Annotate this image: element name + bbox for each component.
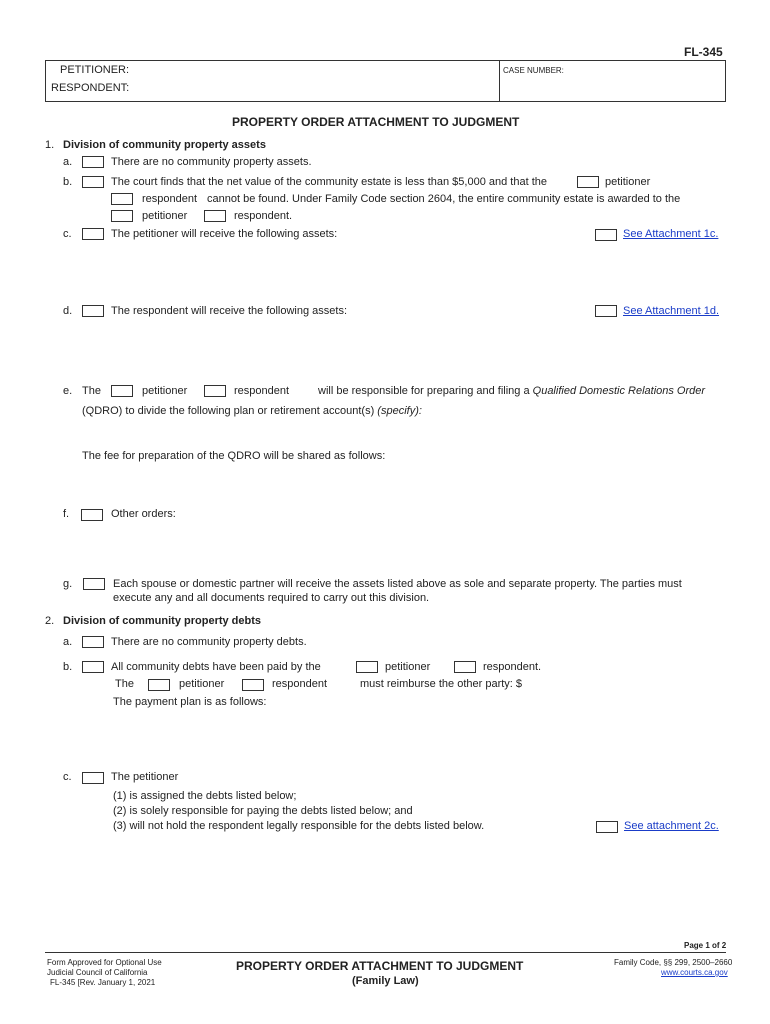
petitioner-label: PETITIONER: bbox=[60, 64, 130, 76]
caption-box bbox=[45, 60, 726, 102]
footer-rule bbox=[45, 952, 726, 953]
footer-title: PROPERTY ORDER ATTACHMENT TO JUDGMENT bbox=[236, 959, 524, 973]
page-title: PROPERTY ORDER ATTACHMENT TO JUDGMENT bbox=[232, 115, 520, 129]
s2b-respondent2-label: respondent bbox=[272, 678, 328, 690]
s1g-line2: execute any and all documents required to carry out this division. bbox=[113, 592, 430, 604]
s1d-attachment-checkbox[interactable] bbox=[595, 305, 617, 317]
form-id: FL-345 bbox=[684, 45, 723, 59]
s1b-petitioner-checkbox[interactable] bbox=[577, 176, 599, 188]
s1e-respondent-checkbox[interactable] bbox=[204, 385, 226, 397]
s1d-letter: d. bbox=[63, 305, 73, 317]
s1b-checkbox[interactable] bbox=[82, 176, 104, 188]
s1e-respondent-label: respondent bbox=[234, 385, 290, 397]
footer-left-3: FL-345 [Rev. January 1, 2021 bbox=[50, 978, 156, 987]
s2-number: 2. bbox=[45, 615, 55, 627]
s2b-reimburse: must reimburse the other party: $ bbox=[360, 678, 523, 690]
caption-divider bbox=[499, 60, 500, 102]
s2b-text: All community debts have been paid by the bbox=[111, 661, 321, 673]
s1e-text2 bbox=[82, 405, 422, 417]
s2b-checkbox[interactable] bbox=[82, 661, 104, 673]
footer-left-2: Judicial Council of California bbox=[47, 968, 148, 977]
s1b-petitioner2-label: petitioner bbox=[142, 210, 188, 222]
s2a-text: There are no community property debts. bbox=[111, 636, 307, 648]
s1e-specify: (specify): bbox=[377, 405, 422, 417]
case-number-label: CASE NUMBER: bbox=[503, 66, 564, 75]
footer-citation: Family Code, §§ 299, 2500–2660 bbox=[614, 958, 733, 967]
s1a-letter: a. bbox=[63, 156, 73, 168]
s2b-petitioner-checkbox[interactable] bbox=[356, 661, 378, 673]
s1a-text: There are no community property assets. bbox=[111, 156, 312, 168]
s2b-respondent-label: respondent. bbox=[483, 661, 542, 673]
s2c-item-3: (3) will not hold the respondent legally responsible for the debts listed below. bbox=[113, 820, 485, 832]
s2b-the: The bbox=[115, 678, 134, 690]
s1c-text: The petitioner will receive the following assets: bbox=[111, 228, 338, 240]
s2b-respondent-checkbox[interactable] bbox=[454, 661, 476, 673]
s1d-checkbox[interactable] bbox=[82, 305, 104, 317]
s1g-line1: Each spouse or domestic partner will receive the assets listed above as sole and separate property. The parties must bbox=[113, 578, 682, 590]
s2c-attachment-checkbox[interactable] bbox=[596, 821, 618, 833]
s1f-letter: f. bbox=[63, 508, 70, 520]
s1e-text1-plain: will be responsible for preparing and filing a bbox=[318, 385, 530, 397]
s2a-letter: a. bbox=[63, 636, 73, 648]
s1e-the: The bbox=[82, 385, 101, 397]
s1e-letter: e. bbox=[63, 385, 73, 397]
s1b-respondent2-checkbox[interactable] bbox=[204, 210, 226, 222]
s1d-text: The respondent will receive the following assets: bbox=[111, 305, 348, 317]
respondent-label: RESPONDENT: bbox=[51, 82, 130, 94]
s2c-attachment-link[interactable]: See attachment 2c. bbox=[624, 820, 719, 832]
s1c-letter: c. bbox=[63, 228, 72, 240]
s2b-respondent2-checkbox[interactable] bbox=[242, 679, 264, 691]
s2a-checkbox[interactable] bbox=[82, 636, 104, 648]
s2c-checkbox[interactable] bbox=[82, 772, 104, 784]
s1e-text2-plain: (QDRO) to divide the following plan or retirement account(s) bbox=[82, 405, 375, 417]
s1e-petitioner-label: petitioner bbox=[142, 385, 188, 397]
s2c-item-2: (2) is solely responsible for paying the debts listed below; and bbox=[113, 805, 413, 817]
page-number: Page 1 of 2 bbox=[684, 941, 727, 950]
s2b-plan: The payment plan is as follows: bbox=[113, 696, 267, 708]
s1c-attachment-checkbox[interactable] bbox=[595, 229, 617, 241]
s1c-attachment-link[interactable]: See Attachment 1c. bbox=[623, 228, 719, 240]
s2c-letter: c. bbox=[63, 771, 72, 783]
s1a-checkbox[interactable] bbox=[82, 156, 104, 168]
s1-number: 1. bbox=[45, 139, 55, 151]
s2b-petitioner2-checkbox[interactable] bbox=[148, 679, 170, 691]
s1c-checkbox[interactable] bbox=[82, 228, 104, 240]
s1b-line1: The court finds that the net value of the community estate is less than $5,000 and that the bbox=[111, 176, 547, 188]
s1b-respondent-label: respondent bbox=[142, 193, 198, 205]
s1b-respondent-checkbox[interactable] bbox=[111, 193, 133, 205]
s1e-fee-text: The fee for preparation of the QDRO will be shared as follows: bbox=[82, 450, 386, 462]
s1e-text1 bbox=[318, 385, 705, 397]
s1g-letter: g. bbox=[63, 578, 73, 590]
footer-left-1: Form Approved for Optional Use bbox=[47, 958, 162, 967]
s2c-item-1: (1) is assigned the debts listed below; bbox=[113, 790, 297, 802]
s1f-checkbox[interactable] bbox=[81, 509, 103, 521]
s1b-petitioner2-checkbox[interactable] bbox=[111, 210, 133, 222]
s2-heading: Division of community property debts bbox=[63, 615, 262, 627]
s2b-petitioner2-label: petitioner bbox=[179, 678, 225, 690]
s1f-text: Other orders: bbox=[111, 508, 176, 520]
footer-website-link[interactable]: www.courts.ca.gov bbox=[661, 968, 728, 977]
s1g-checkbox[interactable] bbox=[83, 578, 105, 590]
footer-subtitle: (Family Law) bbox=[352, 975, 419, 987]
s1b-respondent2-label: respondent. bbox=[234, 210, 293, 222]
s1d-attachment-link[interactable]: See Attachment 1d. bbox=[623, 305, 720, 317]
s2c-text: The petitioner bbox=[111, 771, 179, 783]
s2b-petitioner-label: petitioner bbox=[385, 661, 431, 673]
s1-heading: Division of community property assets bbox=[63, 139, 266, 151]
s1e-petitioner-checkbox[interactable] bbox=[111, 385, 133, 397]
s1b-letter: b. bbox=[63, 176, 73, 188]
s1e-qdro-term: Qualified Domestic Relations Order bbox=[532, 385, 706, 397]
s2b-letter: b. bbox=[63, 661, 73, 673]
s1b-petitioner-label: petitioner bbox=[605, 176, 651, 188]
s1b-line2: cannot be found. Under Family Code section 2604, the entire community estate is awarded to the bbox=[207, 193, 681, 205]
